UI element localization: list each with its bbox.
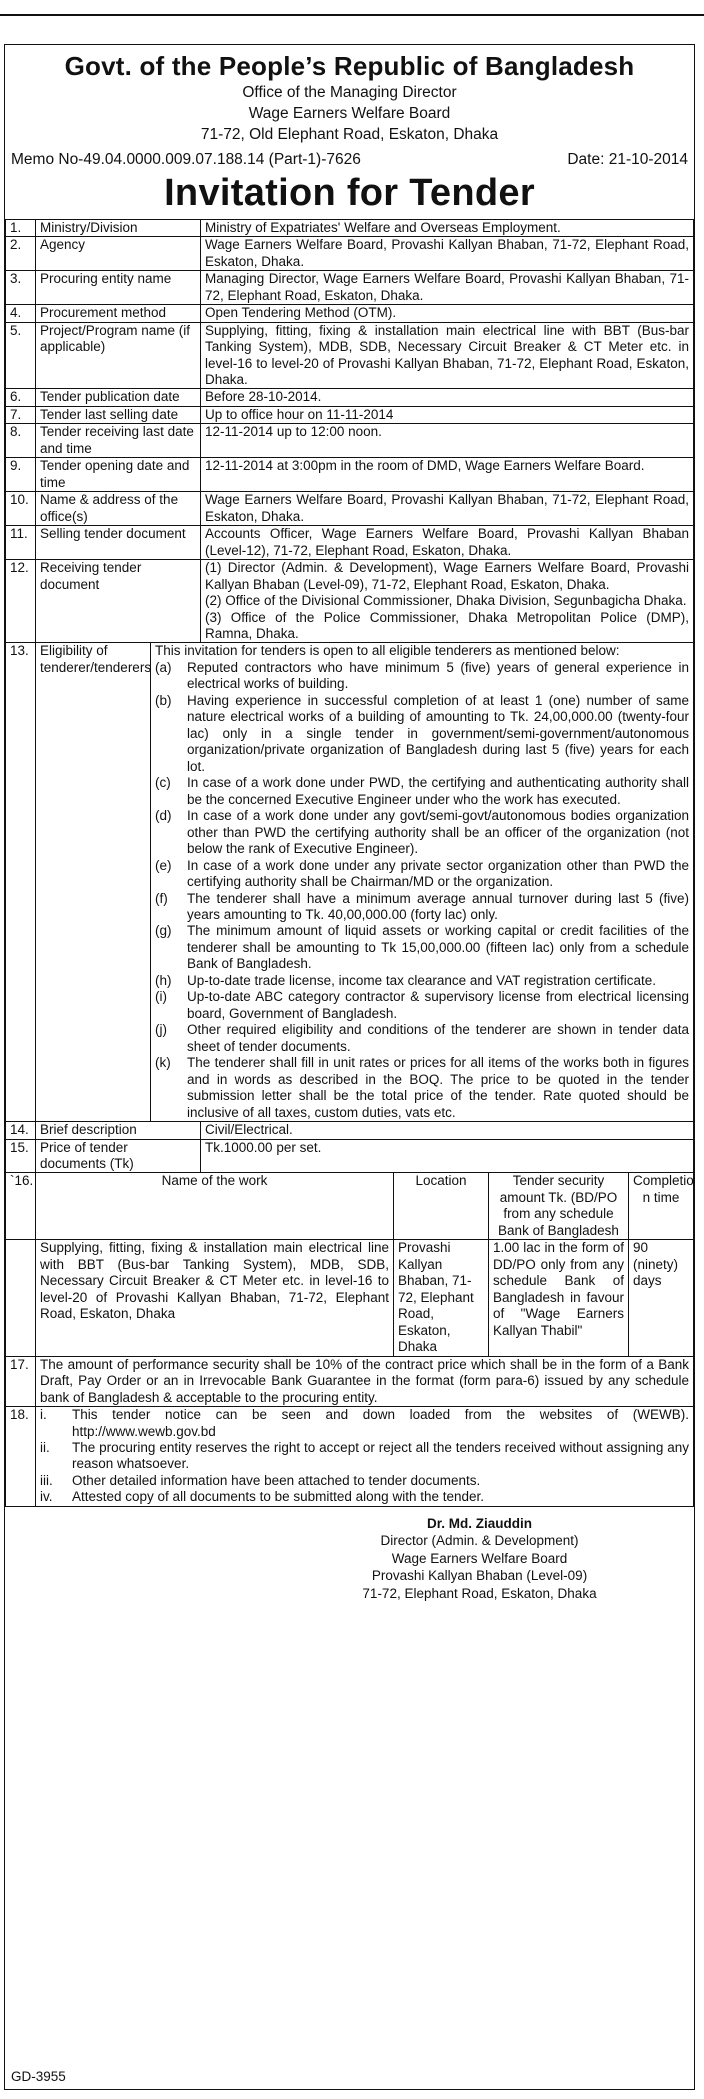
row-number: 7. xyxy=(6,406,36,423)
row-number: 2. xyxy=(6,237,36,271)
item-text: In case of a work done under PWD, the certifying and authenticating authority shall be the concerned Executive Engineer under who the work has executed. xyxy=(187,775,689,807)
row-label: Name & address of the office(s) xyxy=(36,492,201,526)
item-text: The tenderer shall fill in unit rates or prices for all items of the works both in figures and in words as described in the BOQ. The price to be quoted in the tender submission letter shall be the total price of the tender. Rate quoted should be inclusive of all taxes, custom duties, vats etc. xyxy=(187,1055,689,1120)
row-value: Up to office hour on 11-11-2014 xyxy=(201,406,694,423)
item-marker: (h) xyxy=(155,972,172,988)
work-table-row xyxy=(6,1240,694,1356)
item-marker: (g) xyxy=(155,923,172,939)
row-label: Procurement method xyxy=(36,305,201,322)
item-marker: (i) xyxy=(155,989,167,1005)
eligibility-item xyxy=(155,973,689,989)
row-label: Brief description xyxy=(36,1122,201,1139)
eligibility-item xyxy=(155,775,689,808)
table-row xyxy=(6,560,694,643)
eligibility-item xyxy=(155,989,689,1022)
table-row xyxy=(6,1122,694,1139)
row-number: 11. xyxy=(6,526,36,560)
signatory-address: 71-72, Elephant Road, Eskaton, Dhaka xyxy=(362,1586,597,1602)
table-row xyxy=(6,424,694,458)
col-header-work: Name of the work xyxy=(36,1173,394,1240)
item-marker: iii. xyxy=(40,1472,53,1488)
receiving-place: (1) Director (Admin. & Development), Wage Earners Welfare Board, Provashi Kallyan Bhaban (Level-09), 71-72, Elephant Road, Eskaton, Dhaka. xyxy=(205,560,689,592)
receiving-place: (3) Office of the Police Commissioner, Dhaka Metropolitan Police (DMP), Ramna, Dhaka. xyxy=(205,609,689,641)
row-value: Wage Earners Welfare Board, Provashi Kallyan Bhaban, 71-72, Elephant Road, Eskaton, Dhaka. xyxy=(201,492,694,526)
item-text: The procuring entity reserves the right to accept or reject all the tenders received without assigning any reason whatsoever. xyxy=(72,1439,689,1472)
notes xyxy=(36,1407,694,1507)
row-value xyxy=(201,560,694,643)
tender-security: 1.00 lac in the form of DD/PO only from any schedule Bank of Bangladesh in favour of "Wage Earners Kallyan Thabil" xyxy=(488,1240,628,1356)
eligibility-item xyxy=(155,1022,689,1055)
row-number: 13. xyxy=(6,643,36,1122)
row-number: 1. xyxy=(6,219,36,236)
tender-table xyxy=(5,219,694,1507)
row-value: Tk.1000.00 per set. xyxy=(201,1139,694,1173)
table-row xyxy=(6,458,694,492)
signatory-board: Wage Earners Welfare Board xyxy=(391,1550,568,1566)
item-marker: (f) xyxy=(155,890,168,906)
row-value: Managing Director, Wage Earners Welfare Board, Provashi Kallyan Bhaban, 71-72, Elephant Road, Eskaton, Dhaka. xyxy=(201,271,694,305)
item-text: Having experience in successful completion of at least 1 (one) number of same nature electrical works of a building of amounting to Tk. 24,00,000.00 (twenty-four lac) only in a single tender in government/semi-government/autonomous organization/private organization of Bangladesh during last 5 (five) years for each lot. xyxy=(187,692,689,774)
eligibility-list xyxy=(155,660,689,1121)
item-text: Other required eligibility and conditions of the tenderer are shown in tender data sheet of tender documents. xyxy=(187,1022,689,1054)
item-marker: (k) xyxy=(155,1055,171,1071)
tender-notice xyxy=(4,44,695,2090)
row-label: Ministry/Division xyxy=(36,219,201,236)
table-row xyxy=(6,389,694,406)
signature-block xyxy=(5,1515,694,1603)
notice-header xyxy=(5,51,694,145)
row-label: Tender last selling date xyxy=(36,406,201,423)
row-value: Civil/Electrical. xyxy=(201,1122,694,1139)
table-row xyxy=(6,406,694,423)
item-text: In case of a work done under any private sector organization other than PWD the certifying authority shall be Chairman/MD or the organization. xyxy=(187,857,689,890)
memo-row xyxy=(5,145,694,170)
row-number: 12. xyxy=(6,560,36,643)
receiving-place: (2) Office of the Divisional Commissioner, Dhaka Division, Segunbagicha Dhaka. xyxy=(205,593,687,609)
performance-security: The amount of performance security shall be 10% of the contract price which shall be in the form of a Bank Draft, Pay Order or an in Irrevocable Bank Guarantee in the format (form para-6) issued by any schedule bank of Bangladesh & acceptable to the procuring entity. xyxy=(36,1356,694,1406)
item-marker: i. xyxy=(40,1407,47,1423)
table-row xyxy=(6,219,694,236)
row-label: Receiving tender document xyxy=(36,560,201,643)
row-number: 3. xyxy=(6,271,36,305)
item-marker: (e) xyxy=(155,857,172,873)
top-rule xyxy=(0,14,704,16)
table-row xyxy=(6,1407,694,1507)
item-text: Up-to-date ABC category contractor & supervisory license from electrical licensing board, Government of Bangladesh. xyxy=(187,989,689,1021)
row-number: 14. xyxy=(6,1122,36,1139)
eligibility-item xyxy=(155,808,689,857)
row-value: 12-11-2014 up to 12:00 noon. xyxy=(201,424,694,458)
notice-heading: Invitation for Tender xyxy=(164,172,535,215)
col-header-completion: Completio n time xyxy=(628,1173,693,1240)
row-number: 4. xyxy=(6,305,36,322)
row-number: `16. xyxy=(6,1173,36,1240)
blank-cell xyxy=(6,1240,36,1356)
memo-date: Date: 21-10-2014 xyxy=(567,151,688,169)
item-marker: (a) xyxy=(155,659,172,675)
eligibility-item xyxy=(155,1055,689,1121)
row-number: 9. xyxy=(6,458,36,492)
row-label: Tender opening date and time xyxy=(36,458,201,492)
signatory-title: Director (Admin. & Development) xyxy=(380,1533,579,1549)
item-text: Reputed contractors who have minimum 5 (five) years of general experience in electrical works of building. xyxy=(187,659,689,692)
row-label: Price of tender documents (Tk) xyxy=(36,1139,201,1173)
signatory-bhaban: Provashi Kallyan Bhaban (Level-09) xyxy=(371,1568,588,1584)
table-row xyxy=(6,271,694,305)
work-table-header xyxy=(6,1173,694,1240)
row-label: Agency xyxy=(36,237,201,271)
row-value: Open Tendering Method (OTM). xyxy=(201,305,694,322)
table-row xyxy=(6,237,694,271)
item-marker: iv. xyxy=(40,1489,53,1505)
eligibility-intro: This invitation for tenders is open to all eligible tenderers as mentioned below: xyxy=(155,643,620,659)
work-name: Supplying, fitting, fixing & installation main electrical line with BBT (Bus-bar Tanking System), MDB, SDB, Necessary Circuit Breaker & CT Meter etc. in level-16 to level-20 of Provashi Kallyan Bhaban, 71-72, Elephant Road, Eskaton, Dhaka xyxy=(36,1240,394,1356)
address-line: 71-72, Old Elephant Road, Eskaton, Dhaka xyxy=(200,125,499,143)
row-number: 5. xyxy=(6,322,36,389)
row-value: Accounts Officer, Wage Earners Welfare Board, Provashi Kallyan Bhaban (Level-12), 71-72, Elephant Road, Eskaton, Dhaka. xyxy=(201,526,694,560)
govt-title: Govt. of the People’s Republic of Bangladesh xyxy=(64,51,635,81)
note-item xyxy=(40,1440,689,1473)
col-header-location: Location xyxy=(393,1173,488,1240)
item-marker: (c) xyxy=(155,775,171,791)
row-label: Procuring entity name xyxy=(36,271,201,305)
item-marker: (d) xyxy=(155,808,172,824)
row-number: 15. xyxy=(6,1139,36,1173)
row-number: 6. xyxy=(6,389,36,406)
eligibility-item xyxy=(155,891,689,924)
eligibility-item xyxy=(155,693,689,775)
col-header-security: Tender security amount Tk. (BD/PO from any schedule Bank of Bangladesh xyxy=(488,1173,628,1240)
eligibility-item xyxy=(155,660,689,693)
completion-time: 90 (ninety) days xyxy=(628,1240,693,1356)
table-row xyxy=(6,492,694,526)
notes-list xyxy=(40,1407,689,1506)
work-location: Provashi Kallyan Bhaban, 71-72, Elephant Road, Eskaton, Dhaka xyxy=(393,1240,488,1356)
item-text: The minimum amount of liquid assets or working capital or credit facilities of the tenderer shall be amounting to Tk 15,00,000.00 (fifteen lac) only from a schedule Bank of Bangladesh. xyxy=(187,923,689,972)
table-row xyxy=(6,1356,694,1406)
table-row xyxy=(6,1139,694,1173)
item-text: This tender notice can be seen and down loaded from the websites of (WEWB). http://www.wewb.gov.bd xyxy=(72,1407,689,1439)
row-value: Supplying, fitting, fixing & installation main electrical line with BBT (Bus-bar Tanking System), MDB, SDB, Necessary Circuit Breaker & CT Meter etc. in level-16 to level-20 of Provashi Kallyan Bhaban, 71-72, Elephant Road, Eskaton, Dhaka. xyxy=(201,322,694,389)
row-label: Eligibility of tenderer/tenderers xyxy=(36,643,151,1122)
eligibility-item xyxy=(155,858,689,891)
row-label: Tender receiving last date and time xyxy=(36,424,201,458)
row-number: 8. xyxy=(6,424,36,458)
table-row xyxy=(6,643,694,1122)
row-number: 10. xyxy=(6,492,36,526)
item-marker: (j) xyxy=(155,1022,167,1038)
row-value: Ministry of Expatriates' Welfare and Overseas Employment. xyxy=(201,219,694,236)
memo-number: Memo No-49.04.0000.009.07.188.14 (Part-1)-7626 xyxy=(11,151,361,169)
item-marker: ii. xyxy=(40,1439,50,1455)
row-label: Selling tender document xyxy=(36,526,201,560)
item-text: Attested copy of all documents to be submitted along with the tender. xyxy=(72,1489,485,1505)
item-text: Up-to-date trade license, income tax clearance and VAT registration certificate. xyxy=(187,972,656,988)
row-label: Project/Program name (if applicable) xyxy=(36,322,201,389)
table-row xyxy=(6,322,694,389)
item-text: In case of a work done under any govt/semi-govt/autonomous bodies organization other than PWD the certifying authority shall be an officer of the organization (not below the rank of Executive Engineer). xyxy=(187,808,689,857)
row-number: 17. xyxy=(6,1356,36,1406)
eligibility-criteria xyxy=(151,643,694,1122)
note-item xyxy=(40,1407,689,1440)
signatory-name: Dr. Md. Ziauddin xyxy=(427,1515,532,1531)
row-value: Wage Earners Welfare Board, Provashi Kallyan Bhaban, 71-72, Elephant Road, Eskaton, Dhaka. xyxy=(201,237,694,271)
table-row xyxy=(6,526,694,560)
row-value: Before 28-10-2014. xyxy=(201,389,694,406)
note-item xyxy=(40,1473,689,1489)
row-label: Tender publication date xyxy=(36,389,201,406)
gd-code: GD-3955 xyxy=(11,2068,66,2084)
eligibility-item xyxy=(155,923,689,972)
note-item xyxy=(40,1489,689,1505)
item-text: Other detailed information have been attached to tender documents. xyxy=(72,1472,481,1488)
office-line: Office of the Managing Director xyxy=(242,83,457,101)
table-row xyxy=(6,305,694,322)
row-value: 12-11-2014 at 3:00pm in the room of DMD, Wage Earners Welfare Board. xyxy=(201,458,694,492)
item-marker: (b) xyxy=(155,692,172,708)
board-line: Wage Earners Welfare Board xyxy=(248,104,451,122)
item-text: The tenderer shall have a minimum average annual turnover during last 5 (five) years amounting to Tk. 40,00,000.00 (forty lac) only. xyxy=(187,890,689,922)
row-number: 18. xyxy=(6,1407,36,1507)
